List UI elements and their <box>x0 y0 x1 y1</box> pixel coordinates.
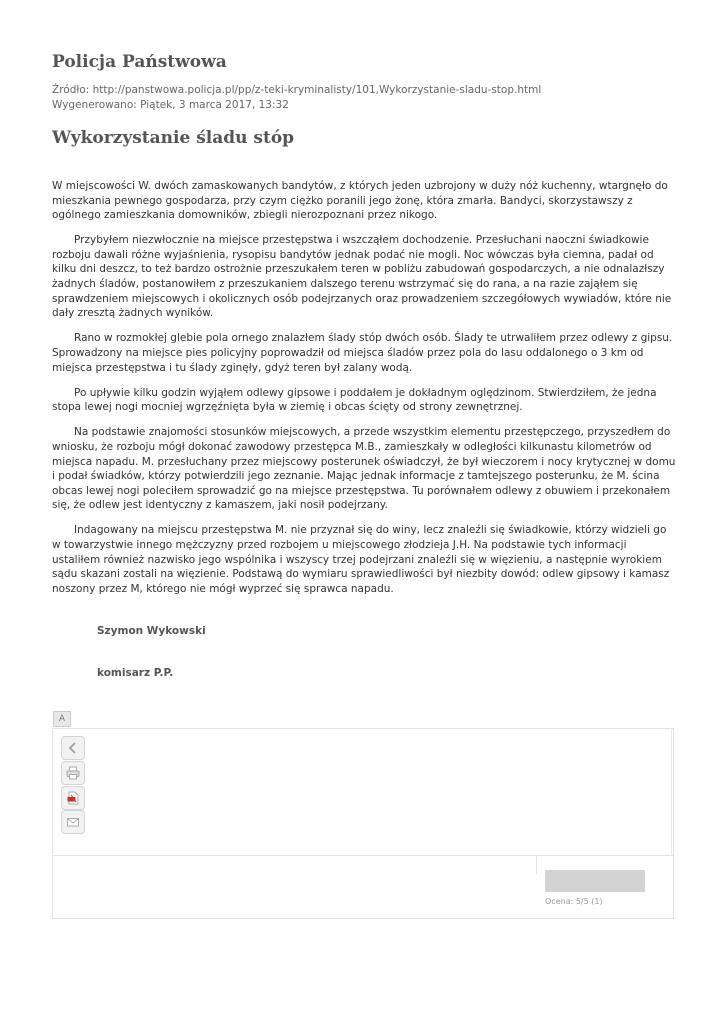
printer-icon <box>66 766 80 780</box>
paragraph-2: Przybyłem niezwłocznie na miejsce przestępstwa i wszcząłem dochodzenie. Przesłuchani naoczni świadkowie rozboju dawali różne wyjaśnienia, rysopisu bandytów jednak podać nie mogli. Noc wówczas była ciemna, padał od kilku dni deszcz, to też bardzo ostrożnie przeszukałem teren w pobliżu zabudowań gospodarczych, a nie odnalazłszy żadnych śladów, postanowiłem z przeszukaniem dalszego terenu wstrzymać się do rana, a na razie zająłem się sprawdzeniem miejscowych i okolicznych osób podejrzanych oraz prowadzeniem szczegółowych wywiadów, które nie dały zresztą żadnych wyników. <box>52 234 672 320</box>
article-title: Wykorzystanie śladu stóp <box>52 128 295 148</box>
email-button[interactable] <box>61 810 85 834</box>
pdf-icon <box>66 791 80 805</box>
rating-text: Ocena: 5/5 (1) <box>545 897 603 906</box>
back-icon <box>66 741 80 755</box>
article-body <box>52 179 676 607</box>
paragraph-6: Indagowany na miejscu przestępstwa M. nie przyznał się do winy, lecz znaleźli się świadkowie, którzy widzieli go w towarzystwie innego mężczyzny przed rozbojem u miejscowego złodzieja J.H. Na podstawie tych informacji ustaliłem również nazwisko jego wspólnika i wszyscy trzej podejrzani znaleźli się w więzieniu, a następnie wyrokiem sądu skazani zostali na więzienie. Podstawą do wymiaru sprawiedliwości był niezbity dowód: odlew gipsowy i kamasz noszony przez M, którego nie mógł wyprzeć się sprawca napadu. <box>52 524 670 595</box>
generated-date: Wygenerowano: Piątek, 3 marca 2017, 13:32 <box>52 98 289 111</box>
envelope-icon <box>66 815 80 829</box>
pdf-button[interactable] <box>61 786 85 810</box>
panel-edge <box>671 729 672 855</box>
author-rank: komisarz P.P. <box>97 667 174 679</box>
source-meta <box>52 83 541 112</box>
site-title: Policja Państwowa <box>52 52 227 72</box>
author-name: Szymon Wykowski <box>97 625 206 637</box>
rating-stars[interactable] <box>545 870 645 892</box>
source-url: Źródło: http://panstwowa.policja.pl/pp/z-teki-kryminalisty/101,Wykorzystanie-sladu-stop.html <box>52 84 542 96</box>
back-button[interactable] <box>61 736 85 760</box>
panel-divider <box>53 855 673 856</box>
print-button[interactable] <box>61 761 85 785</box>
paragraph-3: Rano w rozmokłej glebie pola ornego znalazłem ślady stóp dwóch osób. Ślady te utrwaliłem przez odlewy z gipsu. Sprowadzony na miejsce pies policyjny poprowadził od miejsca śladów przez pola do lasu oddalonego o 3 km od miejsca przestępstwa i tu ślady zginęły, gdyż teren był zalany wodą. <box>52 332 673 374</box>
tools-panel <box>52 728 674 919</box>
font-size-icon[interactable]: A <box>53 711 71 727</box>
paragraph-4: Po upływie kilku godzin wyjąłem odlewy gipsowe i poddałem je dokładnym oględzinom. Stwierdziłem, że jedna stopa lewej nogi mocniej wgrzęźnięta była w ziemię i obcas ścięty od strony zewnętrznej. <box>52 386 657 414</box>
panel-vertical-divider <box>536 856 537 874</box>
paragraph-1: W miejscowości W. dwóch zamaskowanych bandytów, z których jeden uzbrojony w duży nóż kuchenny, wtargnęło do mieszkania pewnego gospodarza, przy czym ciężko poranili jego żonę, która zmarła. Bandyci, skorzystawszy z ogólnego zamieszkania domowników, zbiegli nierozpoznani przez nikogo. <box>52 180 668 222</box>
paragraph-5: Na podstawie znajomości stosunków miejscowych, a przede wszystkim elementu przestępczego, przyszedłem do wniosku, że rozboju mógł dokonać zawodowy przestępca M.B., zamieszkały w odległości kilkunastu kilometrów od miejsca napadu. M. przesłuchany przez miejscowy posterunek oświadczył, że był wieczorem i nocy krytycznej w domu i podał świadków, którzy potwierdzili jego zeznanie. Mając jednak informacje z tamtejszego posterunku, że M. ścina obcas lewej nogi poleciłem sprowadzić go na miejsce przestępstwa. Tu porównałem odlewy z obuwiem i przekonałem się, że odlew jest identyczny z kamaszem, jaki nosił podejrzany. <box>52 426 676 512</box>
